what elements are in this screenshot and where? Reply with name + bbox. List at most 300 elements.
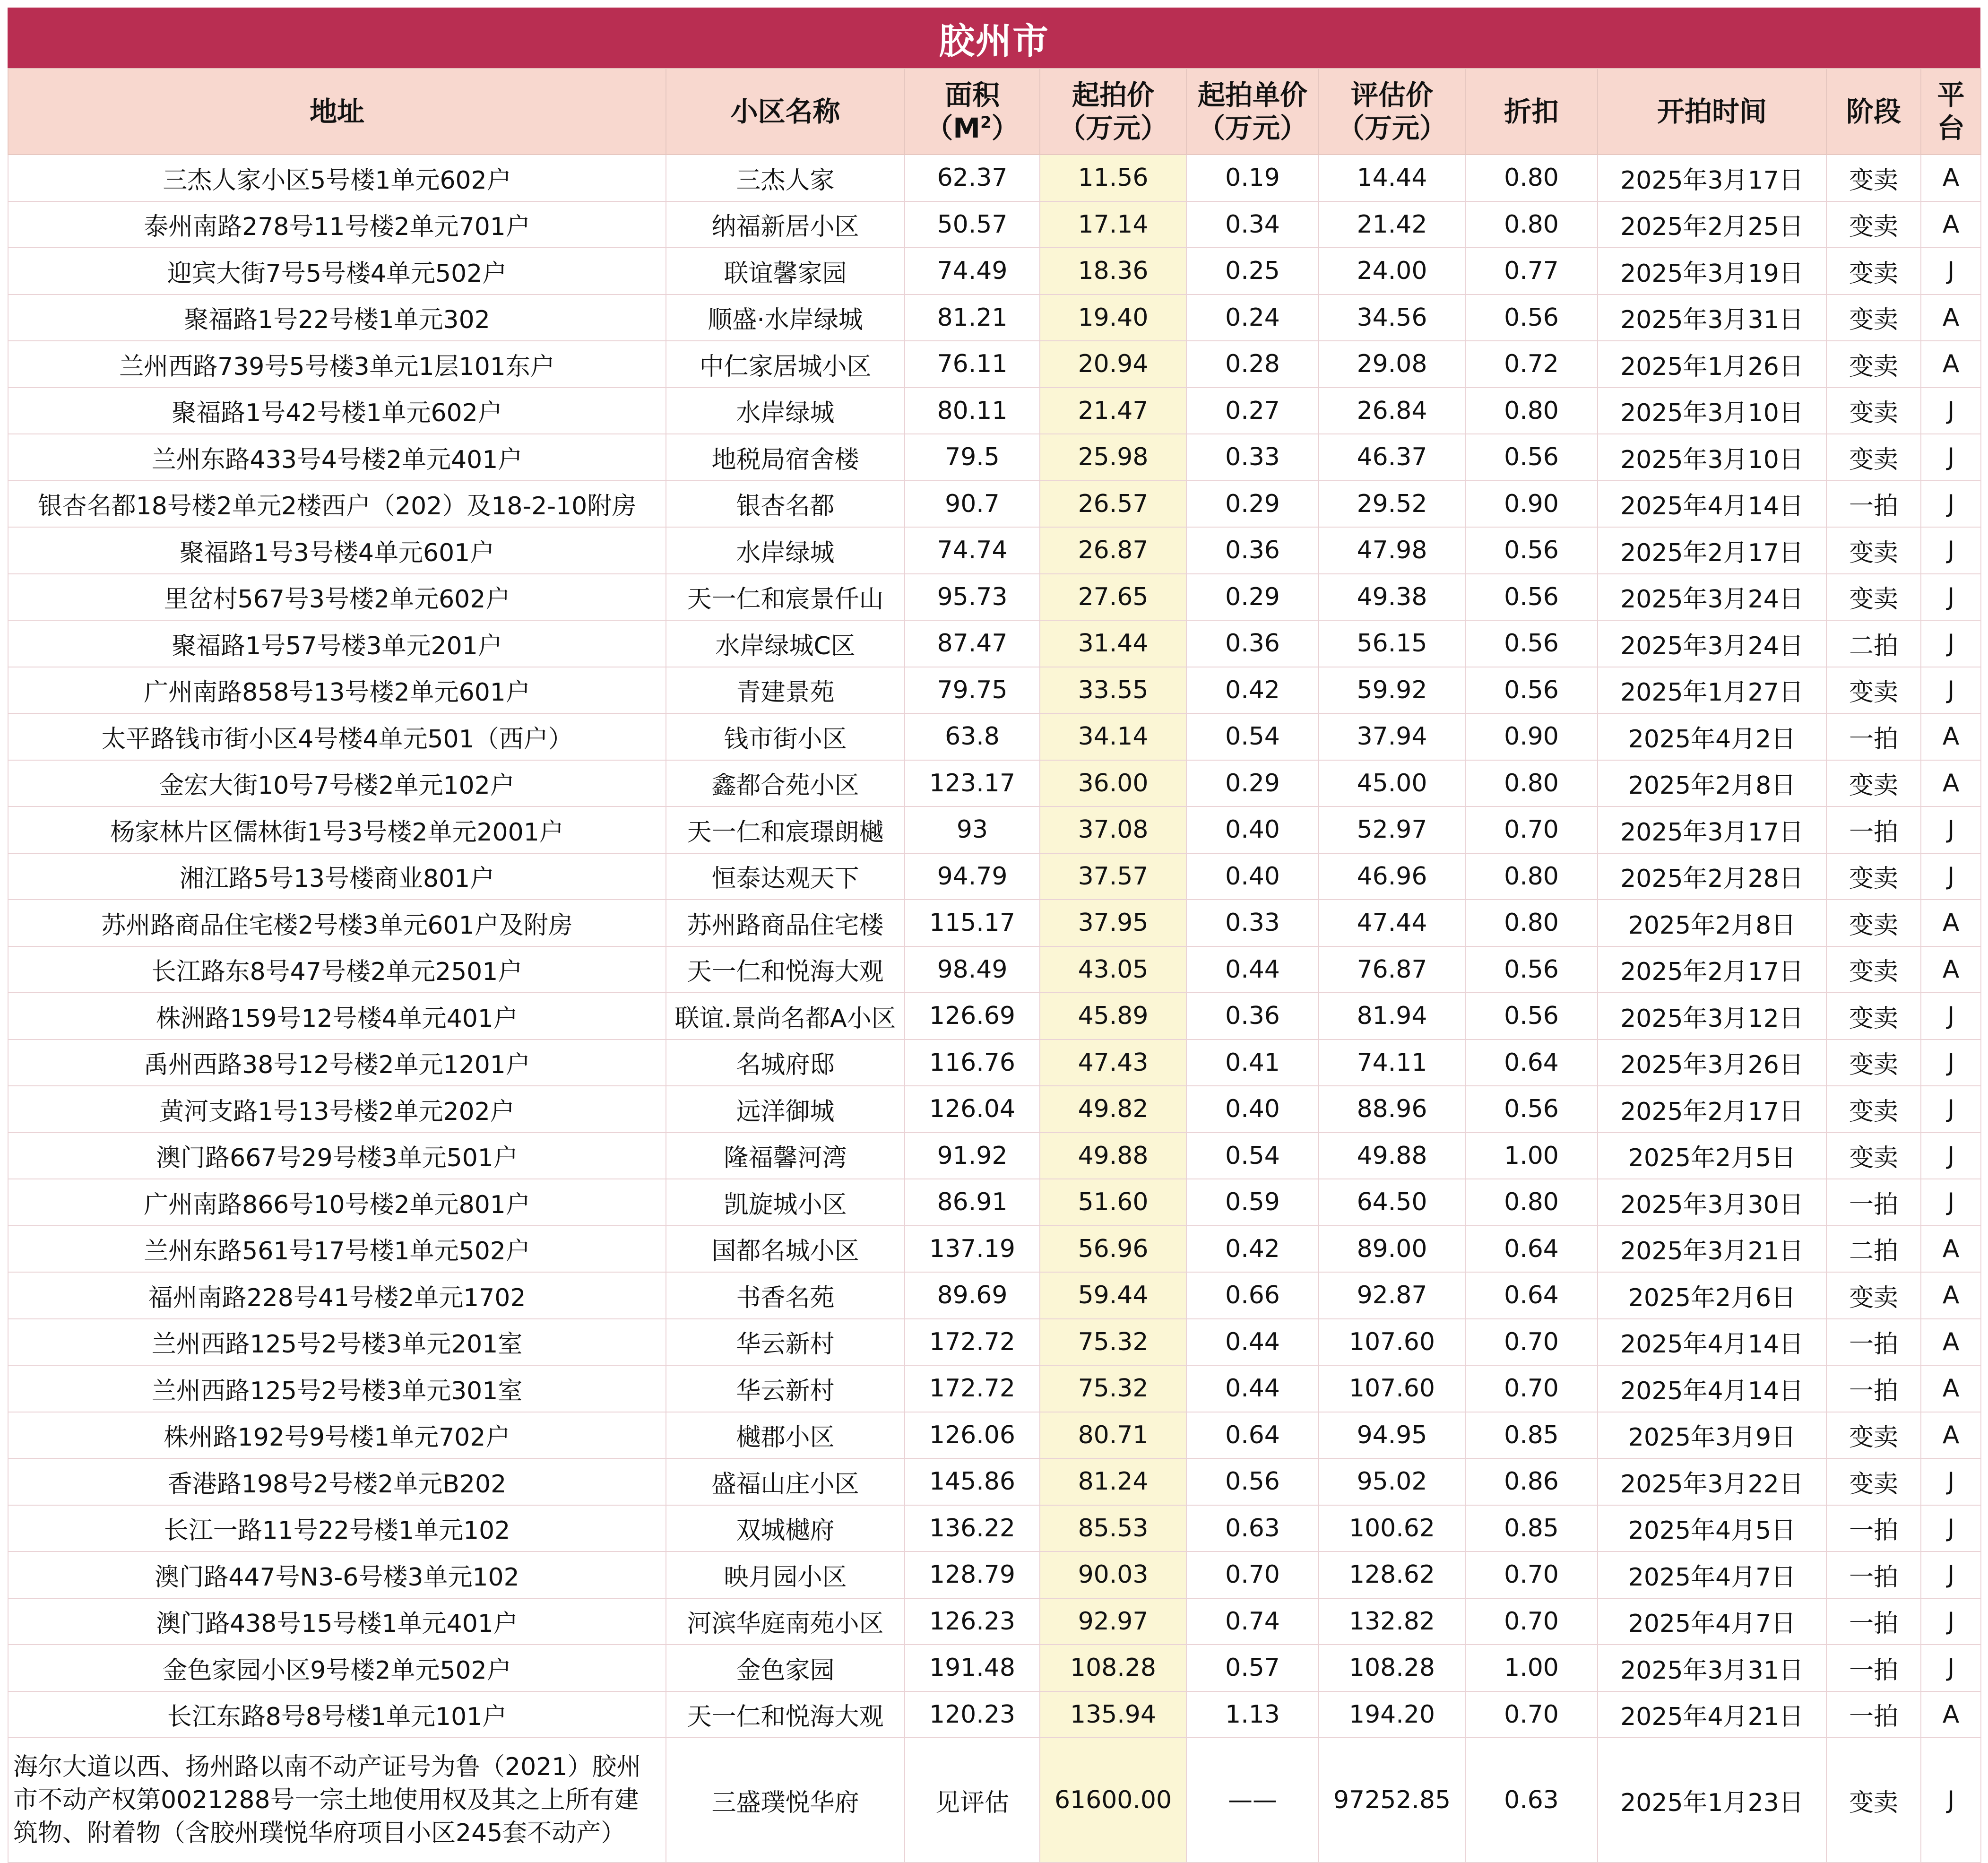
table-row[interactable] xyxy=(8,667,1981,714)
cell-unit-price[interactable]: 0.59 xyxy=(1186,1179,1319,1226)
header-area[interactable] xyxy=(905,69,1040,155)
cell-start-time[interactable]: 2025年3月24日 xyxy=(1598,574,1826,621)
cell-start-price[interactable]: 49.82 xyxy=(1040,1086,1186,1133)
cell-platform[interactable]: A xyxy=(1921,713,1981,760)
cell-start-price[interactable]: 17.14 xyxy=(1040,201,1186,248)
cell-start-time[interactable]: 2025年3月24日 xyxy=(1598,620,1826,667)
cell-start-price[interactable]: 33.55 xyxy=(1040,667,1186,714)
cell-stage[interactable]: 变卖 xyxy=(1826,527,1921,574)
cell-start-price[interactable]: 37.95 xyxy=(1040,900,1186,946)
header-stage[interactable]: 阶段 xyxy=(1826,69,1921,155)
cell-start-time[interactable]: 2025年2月17日 xyxy=(1598,946,1826,993)
cell-appraisal[interactable]: 34.56 xyxy=(1319,295,1465,341)
cell-discount[interactable]: 0.56 xyxy=(1465,993,1598,1040)
cell-platform[interactable]: J xyxy=(1921,853,1981,900)
cell-discount[interactable]: 0.63 xyxy=(1465,1738,1598,1863)
cell-platform[interactable]: A xyxy=(1921,295,1981,341)
table-row[interactable] xyxy=(8,481,1981,528)
cell-community[interactable]: 金色家园 xyxy=(666,1645,905,1691)
cell-stage[interactable]: 变卖 xyxy=(1826,341,1921,388)
cell-platform[interactable]: A xyxy=(1921,1365,1981,1412)
cell-start-time[interactable]: 2025年1月23日 xyxy=(1598,1738,1826,1863)
cell-area[interactable]: 81.21 xyxy=(905,295,1040,341)
cell-area[interactable]: 94.79 xyxy=(905,853,1040,900)
cell-start-time[interactable]: 2025年4月2日 xyxy=(1598,713,1826,760)
cell-discount[interactable]: 0.72 xyxy=(1465,341,1598,388)
cell-address[interactable]: 聚福路1号3号楼4单元601户 xyxy=(8,527,666,574)
cell-appraisal[interactable]: 29.52 xyxy=(1319,481,1465,528)
cell-stage[interactable]: 一拍 xyxy=(1826,1598,1921,1645)
cell-unit-price[interactable]: 0.66 xyxy=(1186,1272,1319,1319)
cell-start-time[interactable]: 2025年3月19日 xyxy=(1598,248,1826,295)
cell-unit-price[interactable]: 1.13 xyxy=(1186,1691,1319,1738)
cell-platform[interactable]: J xyxy=(1921,1505,1981,1552)
cell-start-price[interactable]: 49.88 xyxy=(1040,1133,1186,1179)
table-row[interactable] xyxy=(8,900,1981,946)
cell-area[interactable]: 90.7 xyxy=(905,481,1040,528)
cell-start-price[interactable]: 51.60 xyxy=(1040,1179,1186,1226)
cell-address[interactable]: 香港路198号2号楼2单元B202 xyxy=(8,1458,666,1505)
cell-community[interactable]: 凯旋城小区 xyxy=(666,1179,905,1226)
cell-unit-price[interactable]: 0.29 xyxy=(1186,760,1319,807)
cell-community[interactable]: 地税局宿舍楼 xyxy=(666,434,905,481)
cell-start-time[interactable]: 2025年2月8日 xyxy=(1598,900,1826,946)
cell-address[interactable]: 澳门路438号15号楼1单元401户 xyxy=(8,1598,666,1645)
cell-start-time[interactable]: 2025年2月25日 xyxy=(1598,201,1826,248)
cell-stage[interactable]: 变卖 xyxy=(1826,1272,1921,1319)
cell-unit-price[interactable]: 0.25 xyxy=(1186,248,1319,295)
cell-start-time[interactable]: 2025年3月17日 xyxy=(1598,806,1826,853)
cell-start-price[interactable]: 20.94 xyxy=(1040,341,1186,388)
cell-address[interactable]: 金色家园小区9号楼2单元502户 xyxy=(8,1645,666,1691)
table-row[interactable] xyxy=(8,574,1981,621)
cell-stage[interactable]: 变卖 xyxy=(1826,1086,1921,1133)
cell-address[interactable]: 禹州西路38号12号楼2单元1201户 xyxy=(8,1040,666,1086)
cell-start-time[interactable]: 2025年4月7日 xyxy=(1598,1551,1826,1598)
cell-community[interactable]: 中仁家居城小区 xyxy=(666,341,905,388)
cell-area[interactable]: 89.69 xyxy=(905,1272,1040,1319)
cell-address[interactable]: 兰州西路125号2号楼3单元301室 xyxy=(8,1365,666,1412)
cell-stage[interactable]: 一拍 xyxy=(1826,1551,1921,1598)
table-row[interactable] xyxy=(8,1551,1981,1598)
table-row[interactable] xyxy=(8,527,1981,574)
table-row[interactable] xyxy=(8,1365,1981,1412)
cell-address[interactable]: 黄河支路1号13号楼2单元202户 xyxy=(8,1086,666,1133)
cell-platform[interactable]: A xyxy=(1921,201,1981,248)
cell-address[interactable]: 长江路东8号47号楼2单元2501户 xyxy=(8,946,666,993)
cell-stage[interactable]: 变卖 xyxy=(1826,574,1921,621)
cell-start-time[interactable]: 2025年4月14日 xyxy=(1598,1319,1826,1366)
cell-address[interactable]: 聚福路1号22号楼1单元302 xyxy=(8,295,666,341)
cell-community[interactable]: 河滨华庭南苑小区 xyxy=(666,1598,905,1645)
table-row[interactable] xyxy=(8,1133,1981,1179)
cell-appraisal[interactable]: 47.98 xyxy=(1319,527,1465,574)
table-row[interactable] xyxy=(8,1645,1981,1691)
cell-unit-price[interactable]: 0.44 xyxy=(1186,946,1319,993)
cell-unit-price[interactable]: 0.41 xyxy=(1186,1040,1319,1086)
cell-platform[interactable]: J xyxy=(1921,388,1981,434)
cell-discount[interactable]: 0.56 xyxy=(1465,527,1598,574)
cell-community[interactable]: 三盛璞悦华府 xyxy=(666,1738,905,1863)
cell-start-price[interactable]: 75.32 xyxy=(1040,1365,1186,1412)
cell-appraisal[interactable]: 14.44 xyxy=(1319,155,1465,201)
cell-area[interactable]: 126.06 xyxy=(905,1412,1040,1459)
cell-community[interactable]: 天一仁和悦海大观 xyxy=(666,946,905,993)
cell-unit-price[interactable]: 0.57 xyxy=(1186,1645,1319,1691)
cell-unit-price[interactable]: 0.56 xyxy=(1186,1458,1319,1505)
cell-stage[interactable]: 变卖 xyxy=(1826,900,1921,946)
cell-platform[interactable]: J xyxy=(1921,1133,1981,1179)
cell-unit-price[interactable]: 0.36 xyxy=(1186,620,1319,667)
cell-appraisal[interactable]: 81.94 xyxy=(1319,993,1465,1040)
cell-discount[interactable]: 0.56 xyxy=(1465,620,1598,667)
cell-address[interactable]: 聚福路1号42号楼1单元602户 xyxy=(8,388,666,434)
cell-start-price[interactable]: 56.96 xyxy=(1040,1226,1186,1273)
cell-appraisal[interactable]: 74.11 xyxy=(1319,1040,1465,1086)
cell-platform[interactable]: J xyxy=(1921,806,1981,853)
cell-platform[interactable]: J xyxy=(1921,1086,1981,1133)
cell-discount[interactable]: 0.56 xyxy=(1465,295,1598,341)
cell-area[interactable]: 115.17 xyxy=(905,900,1040,946)
cell-appraisal[interactable]: 45.00 xyxy=(1319,760,1465,807)
cell-discount[interactable]: 1.00 xyxy=(1465,1645,1598,1691)
cell-start-time[interactable]: 2025年3月31日 xyxy=(1598,295,1826,341)
table-row[interactable] xyxy=(8,1226,1981,1273)
cell-stage[interactable]: 变卖 xyxy=(1826,155,1921,201)
cell-discount[interactable]: 0.70 xyxy=(1465,1365,1598,1412)
cell-stage[interactable]: 变卖 xyxy=(1826,853,1921,900)
header-address[interactable]: 地址 xyxy=(8,69,666,155)
table-row[interactable] xyxy=(8,1412,1981,1459)
cell-discount[interactable]: 0.85 xyxy=(1465,1505,1598,1552)
cell-appraisal[interactable]: 95.02 xyxy=(1319,1458,1465,1505)
cell-community[interactable]: 水岸绿城C区 xyxy=(666,620,905,667)
cell-discount[interactable]: 0.70 xyxy=(1465,806,1598,853)
table-row[interactable] xyxy=(8,1458,1981,1505)
cell-discount[interactable]: 0.56 xyxy=(1465,1086,1598,1133)
cell-platform[interactable]: J xyxy=(1921,527,1981,574)
cell-platform[interactable]: A xyxy=(1921,946,1981,993)
cell-area[interactable]: 128.79 xyxy=(905,1551,1040,1598)
table-row[interactable] xyxy=(8,993,1981,1040)
cell-start-time[interactable]: 2025年1月27日 xyxy=(1598,667,1826,714)
cell-platform[interactable]: A xyxy=(1921,1226,1981,1273)
cell-discount[interactable]: 0.80 xyxy=(1465,155,1598,201)
cell-platform[interactable]: J xyxy=(1921,574,1981,621)
table-row[interactable] xyxy=(8,1272,1981,1319)
cell-discount[interactable]: 0.56 xyxy=(1465,946,1598,993)
header-unit-price[interactable] xyxy=(1186,69,1319,155)
cell-address[interactable]: 三杰人家小区5号楼1单元602户 xyxy=(8,155,666,201)
cell-appraisal[interactable]: 46.37 xyxy=(1319,434,1465,481)
cell-appraisal[interactable]: 29.08 xyxy=(1319,341,1465,388)
cell-unit-price[interactable]: 0.36 xyxy=(1186,527,1319,574)
cell-community[interactable]: 天一仁和悦海大观 xyxy=(666,1691,905,1738)
cell-appraisal[interactable]: 89.00 xyxy=(1319,1226,1465,1273)
cell-appraisal[interactable]: 24.00 xyxy=(1319,248,1465,295)
cell-community[interactable]: 鑫都合苑小区 xyxy=(666,760,905,807)
table-row[interactable] xyxy=(8,760,1981,807)
cell-community[interactable]: 钱市街小区 xyxy=(666,713,905,760)
header-community[interactable]: 小区名称 xyxy=(666,69,905,155)
cell-address[interactable]: 苏州路商品住宅楼2号楼3单元601户及附房 xyxy=(8,900,666,946)
cell-start-time[interactable]: 2025年4月14日 xyxy=(1598,1365,1826,1412)
cell-unit-price[interactable]: 0.44 xyxy=(1186,1365,1319,1412)
cell-unit-price[interactable]: 0.40 xyxy=(1186,1086,1319,1133)
cell-appraisal[interactable]: 37.94 xyxy=(1319,713,1465,760)
cell-stage[interactable]: 变卖 xyxy=(1826,946,1921,993)
cell-area[interactable]: 87.47 xyxy=(905,620,1040,667)
cell-platform[interactable]: J xyxy=(1921,1551,1981,1598)
cell-platform[interactable]: J xyxy=(1921,434,1981,481)
cell-area[interactable]: 126.04 xyxy=(905,1086,1040,1133)
cell-start-time[interactable]: 2025年4月7日 xyxy=(1598,1598,1826,1645)
cell-community[interactable]: 联谊.景尚名都A小区 xyxy=(666,993,905,1040)
cell-area[interactable]: 79.75 xyxy=(905,667,1040,714)
table-row[interactable] xyxy=(8,388,1981,434)
cell-stage[interactable]: 变卖 xyxy=(1826,295,1921,341)
cell-community[interactable]: 国都名城小区 xyxy=(666,1226,905,1273)
cell-platform[interactable]: J xyxy=(1921,1598,1981,1645)
cell-platform[interactable]: A xyxy=(1921,1272,1981,1319)
cell-platform[interactable]: J xyxy=(1921,1179,1981,1226)
cell-community[interactable]: 盛福山庄小区 xyxy=(666,1458,905,1505)
cell-stage[interactable]: 变卖 xyxy=(1826,434,1921,481)
cell-appraisal[interactable]: 64.50 xyxy=(1319,1179,1465,1226)
cell-discount[interactable]: 0.56 xyxy=(1465,667,1598,714)
table-row[interactable] xyxy=(8,1691,1981,1738)
cell-community[interactable]: 远洋御城 xyxy=(666,1086,905,1133)
table-row[interactable] xyxy=(8,155,1981,201)
cell-address[interactable]: 聚福路1号57号楼3单元201户 xyxy=(8,620,666,667)
cell-stage[interactable]: 二拍 xyxy=(1826,620,1921,667)
table-row[interactable] xyxy=(8,806,1981,853)
cell-unit-price[interactable]: 0.36 xyxy=(1186,993,1319,1040)
cell-appraisal[interactable]: 194.20 xyxy=(1319,1691,1465,1738)
cell-area[interactable]: 62.37 xyxy=(905,155,1040,201)
table-row[interactable] xyxy=(8,1040,1981,1086)
cell-community[interactable]: 映月园小区 xyxy=(666,1551,905,1598)
cell-discount[interactable]: 0.86 xyxy=(1465,1458,1598,1505)
cell-unit-price[interactable]: 0.33 xyxy=(1186,434,1319,481)
cell-discount[interactable]: 0.90 xyxy=(1465,481,1598,528)
cell-community[interactable]: 青建景苑 xyxy=(666,667,905,714)
header-discount[interactable]: 折扣 xyxy=(1465,69,1598,155)
cell-community[interactable]: 名城府邸 xyxy=(666,1040,905,1086)
cell-unit-price[interactable]: 0.64 xyxy=(1186,1412,1319,1459)
cell-discount[interactable]: 0.90 xyxy=(1465,713,1598,760)
cell-address[interactable]: 福州南路228号41号楼2单元1702 xyxy=(8,1272,666,1319)
cell-appraisal[interactable]: 108.28 xyxy=(1319,1645,1465,1691)
cell-start-time[interactable]: 2025年2月6日 xyxy=(1598,1272,1826,1319)
cell-address[interactable]: 杨家林片区儒林街1号3号楼2单元2001户 xyxy=(8,806,666,853)
cell-address[interactable]: 迎宾大街7号5号楼4单元502户 xyxy=(8,248,666,295)
cell-discount[interactable]: 0.77 xyxy=(1465,248,1598,295)
cell-start-time[interactable]: 2025年3月10日 xyxy=(1598,388,1826,434)
cell-discount[interactable]: 0.85 xyxy=(1465,1412,1598,1459)
cell-start-time[interactable]: 2025年4月14日 xyxy=(1598,481,1826,528)
cell-start-price[interactable]: 26.57 xyxy=(1040,481,1186,528)
cell-address[interactable]: 银杏名都18号楼2单元2楼西户（202）及18-2-10附房 xyxy=(8,481,666,528)
cell-appraisal[interactable]: 49.38 xyxy=(1319,574,1465,621)
cell-area[interactable]: 95.73 xyxy=(905,574,1040,621)
cell-address[interactable]: 兰州西路739号5号楼3单元1层101东户 xyxy=(8,341,666,388)
cell-start-price[interactable]: 61600.00 xyxy=(1040,1738,1186,1863)
cell-unit-price[interactable]: 0.27 xyxy=(1186,388,1319,434)
cell-start-price[interactable]: 19.40 xyxy=(1040,295,1186,341)
cell-discount[interactable]: 0.56 xyxy=(1465,434,1598,481)
cell-community[interactable]: 水岸绿城 xyxy=(666,388,905,434)
cell-start-time[interactable]: 2025年2月17日 xyxy=(1598,1086,1826,1133)
cell-area[interactable]: 79.5 xyxy=(905,434,1040,481)
cell-appraisal[interactable]: 107.60 xyxy=(1319,1365,1465,1412)
cell-platform[interactable]: J xyxy=(1921,993,1981,1040)
cell-stage[interactable]: 变卖 xyxy=(1826,1412,1921,1459)
cell-platform[interactable]: A xyxy=(1921,1319,1981,1366)
cell-platform[interactable]: A xyxy=(1921,1691,1981,1738)
cell-area[interactable]: 126.69 xyxy=(905,993,1040,1040)
cell-unit-price[interactable]: 0.54 xyxy=(1186,1133,1319,1179)
cell-community[interactable]: 隆福馨河湾 xyxy=(666,1133,905,1179)
cell-unit-price[interactable]: 0.70 xyxy=(1186,1551,1319,1598)
cell-community[interactable]: 水岸绿城 xyxy=(666,527,905,574)
cell-platform[interactable]: J xyxy=(1921,1458,1981,1505)
cell-start-price[interactable]: 21.47 xyxy=(1040,388,1186,434)
cell-appraisal[interactable]: 97252.85 xyxy=(1319,1738,1465,1863)
cell-start-time[interactable]: 2025年3月17日 xyxy=(1598,155,1826,201)
cell-area[interactable]: 见评估 xyxy=(905,1738,1040,1863)
table-row[interactable] xyxy=(8,1086,1981,1133)
cell-address[interactable]: 海尔大道以西、扬州路以南不动产证号为鲁（2021）胶州市不动产权第0021288号一宗土地使用权及其之上所有建筑物、附着物（含胶州璞悦华府项目小区245套不动产） xyxy=(8,1738,666,1863)
cell-area[interactable]: 50.57 xyxy=(905,201,1040,248)
cell-address[interactable]: 金宏大街10号7号楼2单元102户 xyxy=(8,760,666,807)
cell-area[interactable]: 74.74 xyxy=(905,527,1040,574)
cell-start-time[interactable]: 2025年2月17日 xyxy=(1598,527,1826,574)
table-row[interactable] xyxy=(8,713,1981,760)
table-row[interactable] xyxy=(8,295,1981,341)
cell-start-time[interactable]: 2025年4月5日 xyxy=(1598,1505,1826,1552)
cell-area[interactable]: 172.72 xyxy=(905,1365,1040,1412)
cell-unit-price[interactable]: 0.28 xyxy=(1186,341,1319,388)
cell-appraisal[interactable]: 59.92 xyxy=(1319,667,1465,714)
cell-unit-price[interactable]: 0.24 xyxy=(1186,295,1319,341)
cell-appraisal[interactable]: 21.42 xyxy=(1319,201,1465,248)
cell-area[interactable]: 74.49 xyxy=(905,248,1040,295)
cell-address[interactable]: 兰州东路561号17号楼1单元502户 xyxy=(8,1226,666,1273)
cell-start-time[interactable]: 2025年4月21日 xyxy=(1598,1691,1826,1738)
cell-start-price[interactable]: 27.65 xyxy=(1040,574,1186,621)
cell-appraisal[interactable]: 46.96 xyxy=(1319,853,1465,900)
cell-appraisal[interactable]: 92.87 xyxy=(1319,1272,1465,1319)
cell-area[interactable]: 137.19 xyxy=(905,1226,1040,1273)
cell-appraisal[interactable]: 88.96 xyxy=(1319,1086,1465,1133)
cell-unit-price[interactable]: 0.29 xyxy=(1186,481,1319,528)
cell-address[interactable]: 澳门路447号N3-6号楼3单元102 xyxy=(8,1551,666,1598)
cell-start-time[interactable]: 2025年3月26日 xyxy=(1598,1040,1826,1086)
cell-appraisal[interactable]: 56.15 xyxy=(1319,620,1465,667)
cell-appraisal[interactable]: 128.62 xyxy=(1319,1551,1465,1598)
cell-start-time[interactable]: 2025年3月31日 xyxy=(1598,1645,1826,1691)
cell-area[interactable]: 98.49 xyxy=(905,946,1040,993)
cell-community[interactable]: 恒泰达观天下 xyxy=(666,853,905,900)
cell-platform[interactable]: A xyxy=(1921,341,1981,388)
cell-stage[interactable]: 一拍 xyxy=(1826,806,1921,853)
cell-platform[interactable]: J xyxy=(1921,1040,1981,1086)
cell-start-price[interactable]: 45.89 xyxy=(1040,993,1186,1040)
header-platform[interactable] xyxy=(1921,69,1981,155)
cell-start-time[interactable]: 2025年3月9日 xyxy=(1598,1412,1826,1459)
cell-appraisal[interactable]: 132.82 xyxy=(1319,1598,1465,1645)
cell-area[interactable]: 191.48 xyxy=(905,1645,1040,1691)
cell-appraisal[interactable]: 94.95 xyxy=(1319,1412,1465,1459)
cell-start-price[interactable]: 85.53 xyxy=(1040,1505,1186,1552)
cell-community[interactable]: 华云新村 xyxy=(666,1319,905,1366)
cell-area[interactable]: 172.72 xyxy=(905,1319,1040,1366)
cell-discount[interactable]: 0.80 xyxy=(1465,900,1598,946)
cell-platform[interactable]: J xyxy=(1921,1738,1981,1863)
cell-start-time[interactable]: 2025年2月5日 xyxy=(1598,1133,1826,1179)
cell-community[interactable]: 樾郡小区 xyxy=(666,1412,905,1459)
cell-discount[interactable]: 0.70 xyxy=(1465,1691,1598,1738)
cell-unit-price[interactable]: 0.29 xyxy=(1186,574,1319,621)
cell-area[interactable]: 93 xyxy=(905,806,1040,853)
table-row[interactable] xyxy=(8,853,1981,900)
table-row[interactable] xyxy=(8,946,1981,993)
cell-appraisal[interactable]: 49.88 xyxy=(1319,1133,1465,1179)
cell-platform[interactable]: A xyxy=(1921,760,1981,807)
table-row[interactable] xyxy=(8,434,1981,481)
cell-address[interactable]: 长江东路8号8号楼1单元101户 xyxy=(8,1691,666,1738)
cell-community[interactable]: 苏州路商品住宅楼 xyxy=(666,900,905,946)
cell-stage[interactable]: 一拍 xyxy=(1826,1505,1921,1552)
cell-discount[interactable]: 0.80 xyxy=(1465,853,1598,900)
cell-address[interactable]: 太平路钱市街小区4号楼4单元501（西户） xyxy=(8,713,666,760)
cell-start-price[interactable]: 43.05 xyxy=(1040,946,1186,993)
cell-platform[interactable]: J xyxy=(1921,620,1981,667)
cell-discount[interactable]: 0.64 xyxy=(1465,1226,1598,1273)
cell-address[interactable]: 株州路192号9号楼1单元702户 xyxy=(8,1412,666,1459)
cell-start-price[interactable]: 90.03 xyxy=(1040,1551,1186,1598)
cell-unit-price[interactable]: 0.63 xyxy=(1186,1505,1319,1552)
table-row[interactable] xyxy=(8,1598,1981,1645)
cell-community[interactable]: 顺盛·水岸绿城 xyxy=(666,295,905,341)
table-row[interactable] xyxy=(8,341,1981,388)
cell-unit-price[interactable]: 0.74 xyxy=(1186,1598,1319,1645)
cell-address[interactable]: 长江一路11号22号楼1单元102 xyxy=(8,1505,666,1552)
cell-unit-price[interactable]: 0.42 xyxy=(1186,1226,1319,1273)
table-row[interactable] xyxy=(8,620,1981,667)
cell-start-price[interactable]: 26.87 xyxy=(1040,527,1186,574)
cell-community[interactable]: 天一仁和宸璟朗樾 xyxy=(666,806,905,853)
cell-address[interactable]: 兰州东路433号4号楼2单元401户 xyxy=(8,434,666,481)
cell-address[interactable]: 株洲路159号12号楼4单元401户 xyxy=(8,993,666,1040)
cell-discount[interactable]: 0.80 xyxy=(1465,760,1598,807)
cell-appraisal[interactable]: 47.44 xyxy=(1319,900,1465,946)
cell-start-time[interactable]: 2025年2月28日 xyxy=(1598,853,1826,900)
cell-address[interactable]: 广州南路866号10号楼2单元801户 xyxy=(8,1179,666,1226)
header-appraisal[interactable] xyxy=(1319,69,1465,155)
cell-start-price[interactable]: 81.24 xyxy=(1040,1458,1186,1505)
cell-start-price[interactable]: 25.98 xyxy=(1040,434,1186,481)
cell-address[interactable]: 泰州南路278号11号楼2单元701户 xyxy=(8,201,666,248)
cell-discount[interactable]: 0.70 xyxy=(1465,1551,1598,1598)
cell-unit-price[interactable]: 0.19 xyxy=(1186,155,1319,201)
cell-address[interactable]: 湘江路5号13号楼商业801户 xyxy=(8,853,666,900)
cell-platform[interactable]: J xyxy=(1921,1645,1981,1691)
cell-discount[interactable]: 1.00 xyxy=(1465,1133,1598,1179)
cell-start-price[interactable]: 34.14 xyxy=(1040,713,1186,760)
cell-unit-price[interactable]: 0.34 xyxy=(1186,201,1319,248)
